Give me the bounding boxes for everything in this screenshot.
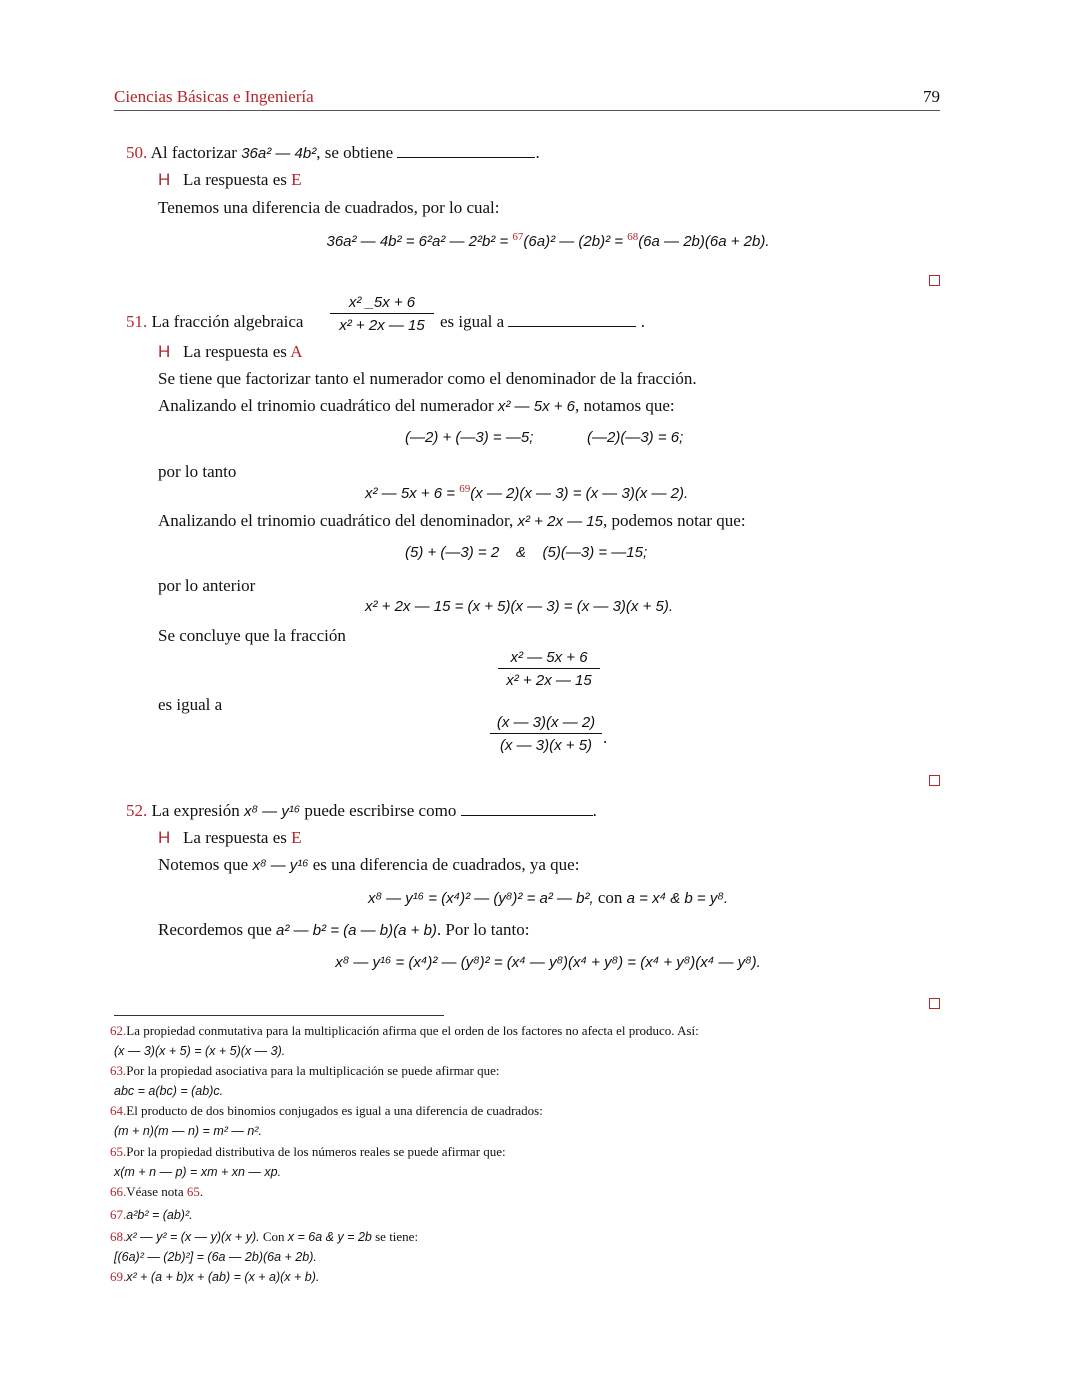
paragraph: Se tiene que factorizar tanto el numerador como el denominador de la fracción. <box>158 369 697 388</box>
footnote-65-math <box>114 1164 281 1180</box>
math: x² + (a + b)x + (ab) = (x + a)(x + b). <box>126 1270 320 1284</box>
footnote-62 <box>110 1023 699 1039</box>
footnote-link[interactable]: 65 <box>186 1184 200 1199</box>
footnote-64-math <box>114 1123 262 1139</box>
hint-marker: H <box>158 342 171 361</box>
footnote-67 <box>110 1207 193 1223</box>
paragraph <box>158 511 746 531</box>
footnote-number: 64. <box>110 1103 127 1118</box>
equation: x² + 2x — 15 = (x + 5)(x — 3) = (x — 3)(x + 5). <box>365 598 673 615</box>
paragraph <box>158 920 529 940</box>
footnote-text: Por la propiedad asociativa para la multiplicación se puede afirmar que: <box>126 1063 500 1078</box>
footnote-number: 69. <box>110 1269 127 1284</box>
equation <box>368 888 728 908</box>
answer-blank <box>508 325 636 327</box>
paragraph <box>158 396 675 416</box>
fraction <box>490 714 602 754</box>
question-text: La fracción algebraica <box>151 312 304 331</box>
text: , podemos notar que: <box>602 511 746 530</box>
paragraph: Tenemos una diferencia de cuadrados, por lo cual: <box>158 198 500 217</box>
footnote-64 <box>110 1103 543 1119</box>
footnote-number: 66. <box>110 1184 127 1199</box>
math: x⁸ — y¹⁶ <box>244 803 301 820</box>
problem-52-answer <box>158 828 302 848</box>
problem-50-question: 50. Al factorizar 36a² — 4b², se obtiene . <box>126 143 540 162</box>
math: x⁸ — y¹⁶ = (x⁴)² — (y⁸)² = a² — b², <box>367 890 598 907</box>
math: (m + n)(m — n) = m² — n². <box>114 1124 262 1138</box>
paragraph <box>158 855 579 875</box>
numerator: x² — 5x + 6 <box>498 649 600 669</box>
footnote-number: 62. <box>110 1023 127 1038</box>
equation <box>326 231 769 250</box>
math: 36a² — 4b² <box>241 145 317 162</box>
answer-blank <box>397 156 535 158</box>
question-text-end: es igual a . <box>440 312 645 331</box>
question-text: puede escribirse como <box>300 801 457 820</box>
answer-letter: E <box>291 170 302 189</box>
math: x² + 2x — 15 <box>517 513 603 530</box>
footnote-text: El producto de dos binomios conjugados es igual a una diferencia de cuadrados: <box>126 1103 543 1118</box>
footnote-ref[interactable]: 68 <box>627 231 639 243</box>
math: (x — 2)(x — 3) = (x — 3)(x — 2). <box>470 485 689 502</box>
footnote-text: La propiedad conmutativa para la multiplicación afirma que el orden de los factores no afecta el produco. Así: <box>126 1023 699 1038</box>
math: x(m + n — p) = xm + xn — xp. <box>114 1165 282 1179</box>
numerator: (x — 3)(x — 2) <box>490 714 602 734</box>
end-of-proof-icon <box>929 775 940 786</box>
answer-blank <box>461 814 593 816</box>
text: Analizando el trinomio cuadrático del numerador <box>158 396 498 415</box>
equation: x⁸ — y¹⁶ = (x⁴)² — (y⁸)² = (x⁴ — y⁸)(x⁴ + y⁸) = (x⁴ + y⁸)(x⁴ — y⁸). <box>335 954 761 971</box>
answer-text: La respuesta es <box>183 170 292 189</box>
hint-marker: H <box>158 170 171 189</box>
equation: (—2) + (—3) = —5; <box>405 429 534 446</box>
problem-50-answer <box>158 170 302 190</box>
footnote-63-math <box>114 1083 223 1099</box>
denominator: (x — 3)(x + 5) <box>499 737 593 754</box>
footnote-65 <box>110 1144 506 1160</box>
footnote-text: se tiene: <box>371 1229 419 1244</box>
math: [(6a)² — (2b)²] = (6a — 2b)(6a + 2b). <box>114 1250 317 1264</box>
footnote-ref[interactable]: 69 <box>459 483 471 495</box>
paragraph: por lo anterior <box>158 576 256 595</box>
problem-number: 52. <box>126 801 148 820</box>
running-header-title: Ciencias Básicas e Ingeniería <box>114 87 314 106</box>
footnote-number: 67. <box>110 1207 127 1222</box>
footnote-number: 63. <box>110 1063 127 1078</box>
footnote-69 <box>110 1269 319 1285</box>
math: (x — 3)(x + 5) = (x + 5)(x — 3). <box>114 1044 286 1058</box>
math: x = 6a & y = 2b <box>287 1230 372 1244</box>
footnote-63 <box>110 1063 500 1079</box>
math: a = x⁴ & b = y⁸. <box>626 890 729 907</box>
fraction <box>498 649 600 689</box>
math: a²b² = (ab)². <box>126 1208 193 1222</box>
math: x² — y² = (x — y)(x + y). <box>126 1230 260 1244</box>
math: a² — b² = (a — b)(a + b) <box>276 922 437 939</box>
math: x² — 5x + 6 <box>497 398 575 415</box>
footnote-ref[interactable]: 67 <box>512 231 524 243</box>
header-rule <box>114 110 940 111</box>
paragraph: por lo tanto <box>158 462 237 481</box>
math: x² — 5x + 6 = <box>365 485 460 502</box>
problem-number: 51. <box>126 312 148 331</box>
page-number: 79 <box>923 87 940 106</box>
text: Notemos que <box>158 855 253 874</box>
problem-51-question <box>126 312 303 332</box>
math: 36a² — 4b² = 6²a² — 2²b² = <box>326 233 513 250</box>
question-fraction <box>330 294 434 334</box>
text: es una diferencia de cuadrados, ya que: <box>308 855 580 874</box>
footnote-rule <box>114 1015 444 1016</box>
footnote-number: 68. <box>110 1229 127 1244</box>
answer-text: La respuesta es <box>183 342 291 361</box>
footnote-text: Con <box>259 1229 288 1244</box>
question-text: La expresión <box>151 801 245 820</box>
text: Recordemos que <box>158 920 277 939</box>
math: (6a)² — (2b)² = <box>523 233 628 250</box>
paragraph: Se concluye que la fracción <box>158 626 346 645</box>
equation: (—2)(—3) = 6; <box>587 429 684 446</box>
answer-letter: A <box>290 342 303 361</box>
period: . <box>603 728 608 747</box>
text: Analizando el trinomio cuadrático del denominador, <box>158 511 518 530</box>
footnote-62-math <box>114 1043 285 1059</box>
hint-marker: H <box>158 828 171 847</box>
paragraph: es igual a <box>158 695 223 714</box>
math: (6a — 2b)(6a + 2b). <box>638 233 770 250</box>
end-of-proof-icon <box>929 275 940 286</box>
numerator: x² _5x + 6 <box>330 294 434 314</box>
footnote-68 <box>110 1229 418 1245</box>
footnote-text: Véase nota <box>126 1184 187 1199</box>
denominator: x² + 2x — 15 <box>339 317 425 334</box>
footnote-68-math <box>114 1249 317 1265</box>
equation: (5) + (—3) = 2 & (5)(—3) = —15; <box>405 544 648 561</box>
problem-52-question: 52. La expresión x⁸ — y¹⁶ puede escribirse como . <box>126 801 597 820</box>
problem-51-answer <box>158 342 302 362</box>
footnote-text: Por la propiedad distributiva de los números reales se puede afirmar que: <box>126 1144 506 1159</box>
footnote-text: . <box>199 1184 204 1199</box>
math: abc = a(bc) = (ab)c. <box>114 1084 224 1098</box>
question-text: Al factorizar <box>150 143 242 162</box>
text: , notamos que: <box>575 396 675 415</box>
problem-number: 50. <box>126 143 148 162</box>
answer-text: La respuesta es <box>183 828 292 847</box>
equation <box>365 483 688 502</box>
end-of-proof-icon <box>929 998 940 1009</box>
math: x⁸ — y¹⁶ <box>252 857 309 874</box>
footnote-number: 65. <box>110 1144 127 1159</box>
footnote-66 <box>110 1184 203 1200</box>
question-text: es igual a <box>440 312 505 331</box>
answer-letter: E <box>291 828 302 847</box>
denominator: x² + 2x — 15 <box>506 672 592 689</box>
text: con <box>597 888 627 907</box>
text: . Por lo tanto: <box>436 920 530 939</box>
question-text: , se obtiene <box>316 143 394 162</box>
